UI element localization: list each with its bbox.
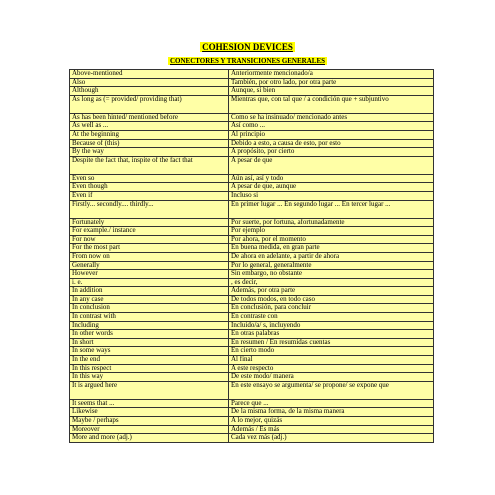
english-connector-cell: Also xyxy=(70,78,229,87)
table-row xyxy=(70,417,434,426)
english-connector-cell: i. e. xyxy=(70,278,229,287)
spanish-translation-cell: Así como ... xyxy=(229,122,434,131)
english-connector-cell: More and more (adj.) xyxy=(70,434,229,443)
spanish-translation-cell: Sin embargo, no obstante xyxy=(229,270,434,279)
spanish-translation-cell: Como se ha insinuado/ mencionado antes xyxy=(229,113,434,122)
table-row xyxy=(70,425,434,434)
english-connector-cell: Including xyxy=(70,321,229,330)
table-row xyxy=(70,304,434,313)
spanish-translation-cell: De todos modos, en todo caso xyxy=(229,295,434,304)
english-connector-cell: In addition xyxy=(70,287,229,296)
table-row xyxy=(70,347,434,356)
english-connector-cell: In the end xyxy=(70,356,229,365)
english-connector-cell: In any case xyxy=(70,295,229,304)
english-connector-cell: From now on xyxy=(70,252,229,261)
spanish-translation-cell: Incluso si xyxy=(229,191,434,200)
english-connector-cell: Even so xyxy=(70,174,229,183)
english-connector-cell: Fortunately xyxy=(70,218,229,227)
spanish-translation-cell: A propósito, por cierto xyxy=(229,148,434,157)
english-connector-cell: In some ways xyxy=(70,347,229,356)
english-connector-cell: Maybe / perhaps xyxy=(70,417,229,426)
table-row xyxy=(70,122,434,131)
table-row xyxy=(70,244,434,253)
table-row xyxy=(70,408,434,417)
spanish-translation-cell: Debido a esto, a causa de esto, por esto xyxy=(229,139,434,148)
spanish-translation-cell: Parece que ... xyxy=(229,399,434,408)
table-row xyxy=(70,130,434,139)
table-row xyxy=(70,338,434,347)
spanish-translation-cell: En conclusión, para concluir xyxy=(229,304,434,313)
english-connector-cell: In contrast with xyxy=(70,313,229,322)
spanish-translation-cell: En resumen / En resumidas cuentas xyxy=(229,338,434,347)
spanish-translation-cell: Anteriormente mencionado/a xyxy=(229,70,434,79)
spanish-translation-cell: Mientras que, con tal que / a condición que + subjuntivo xyxy=(229,95,434,113)
english-connector-cell: Firstly... secondly.... thirdly... xyxy=(70,200,229,218)
table-row xyxy=(70,278,434,287)
table-row xyxy=(70,113,434,122)
table-row xyxy=(70,87,434,96)
table-row xyxy=(70,183,434,192)
spanish-translation-cell: De la misma forma, de la misma manera xyxy=(229,408,434,417)
english-connector-cell: In other words xyxy=(70,330,229,339)
english-connector-cell: Even if xyxy=(70,191,229,200)
table-row xyxy=(70,287,434,296)
english-connector-cell: Because of (this) xyxy=(70,139,229,148)
table-row xyxy=(70,139,434,148)
spanish-translation-cell: Además / Es más xyxy=(229,425,434,434)
spanish-translation-cell: Incluido/a/ s, incluyendo xyxy=(229,321,434,330)
spanish-translation-cell: En primer lugar ... En segundo lugar ... En tercer lugar ... xyxy=(229,200,434,218)
table-row xyxy=(70,321,434,330)
english-connector-cell: However xyxy=(70,270,229,279)
spanish-translation-cell: En este ensayo se argumenta/ se propone/ se expone que xyxy=(229,381,434,399)
spanish-translation-cell: En contraste con xyxy=(229,313,434,322)
spanish-translation-cell: Al principio xyxy=(229,130,434,139)
table-row xyxy=(70,261,434,270)
english-connector-cell: For example./ instance xyxy=(70,227,229,236)
english-connector-cell: Moreover xyxy=(70,425,229,434)
spanish-translation-cell: Por lo general, generalmente xyxy=(229,261,434,270)
table-row xyxy=(70,434,434,443)
table-row xyxy=(70,78,434,87)
english-connector-cell: As well as ... xyxy=(70,122,229,131)
table-row xyxy=(70,218,434,227)
spanish-translation-cell: En otras palabras xyxy=(229,330,434,339)
english-connector-cell: It is argued here xyxy=(70,381,229,399)
table-row xyxy=(70,381,434,399)
spanish-translation-cell: A este respecto xyxy=(229,364,434,373)
table-row xyxy=(70,191,434,200)
english-connector-cell: Generally xyxy=(70,261,229,270)
table-row xyxy=(70,156,434,174)
table-row xyxy=(70,399,434,408)
table-row xyxy=(70,313,434,322)
spanish-translation-cell: A pesar de que, aunque xyxy=(229,183,434,192)
connectors-table xyxy=(69,69,434,443)
english-connector-cell: Likewise xyxy=(70,408,229,417)
spanish-translation-cell: Aunque, si bien xyxy=(229,87,434,96)
english-connector-cell: In this respect xyxy=(70,364,229,373)
table-row xyxy=(70,364,434,373)
table-row xyxy=(70,200,434,218)
table-row xyxy=(70,373,434,382)
spanish-translation-cell: En buena medida, en gran parte xyxy=(229,244,434,253)
table-row xyxy=(70,235,434,244)
english-connector-cell: In short xyxy=(70,338,229,347)
english-connector-cell: Above-mentioned xyxy=(70,70,229,79)
english-connector-cell: As has been hinted/ mentioned before xyxy=(70,113,229,122)
table-row xyxy=(70,148,434,157)
spanish-translation-cell: En cierto modo xyxy=(229,347,434,356)
english-connector-cell: Despite the fact that, inspite of the fact that xyxy=(70,156,229,174)
spanish-translation-cell: Por ahora, por el momento xyxy=(229,235,434,244)
table-row xyxy=(70,270,434,279)
english-connector-cell: At the beginning xyxy=(70,130,229,139)
spanish-translation-cell: De ahora en adelante, a partir de ahora xyxy=(229,252,434,261)
table-row xyxy=(70,356,434,365)
spanish-translation-cell: También, por otro lado, por otra parte xyxy=(229,78,434,87)
table-row xyxy=(70,95,434,113)
table-row xyxy=(70,174,434,183)
spanish-translation-cell: Además, por otra parte xyxy=(229,287,434,296)
spanish-translation-cell: A pesar de que xyxy=(229,156,434,174)
spanish-translation-cell: Al final xyxy=(229,356,434,365)
english-connector-cell: As long as (= provided/ providing that) xyxy=(70,95,229,113)
english-connector-cell: In this way xyxy=(70,373,229,382)
spanish-translation-cell: Aún así, así y todo xyxy=(229,174,434,183)
spanish-translation-cell: Por suerte, por fortuna, afortunadamente xyxy=(229,218,434,227)
table-row xyxy=(70,70,434,79)
table-row xyxy=(70,227,434,236)
document-subtitle: CONECTORES Y TRANSICIONES GENERALES xyxy=(169,57,325,65)
english-connector-cell: For now xyxy=(70,235,229,244)
english-connector-cell: For the most part xyxy=(70,244,229,253)
english-connector-cell: It seems that ... xyxy=(70,399,229,408)
english-connector-cell: In conclusion xyxy=(70,304,229,313)
spanish-translation-cell: Por ejemplo xyxy=(229,227,434,236)
english-connector-cell: Although xyxy=(70,87,229,96)
english-connector-cell: Even though xyxy=(70,183,229,192)
spanish-translation-cell: , es decir, xyxy=(229,278,434,287)
spanish-translation-cell: A lo mejor, quizás xyxy=(229,417,434,426)
spanish-translation-cell: Cada vez más (adj.) xyxy=(229,434,434,443)
spanish-translation-cell: De este modo/ manera xyxy=(229,373,434,382)
document-title: COHESION DEVICES xyxy=(202,42,293,52)
table-row xyxy=(70,330,434,339)
table-row xyxy=(70,295,434,304)
english-connector-cell: By the way xyxy=(70,148,229,157)
table-row xyxy=(70,252,434,261)
